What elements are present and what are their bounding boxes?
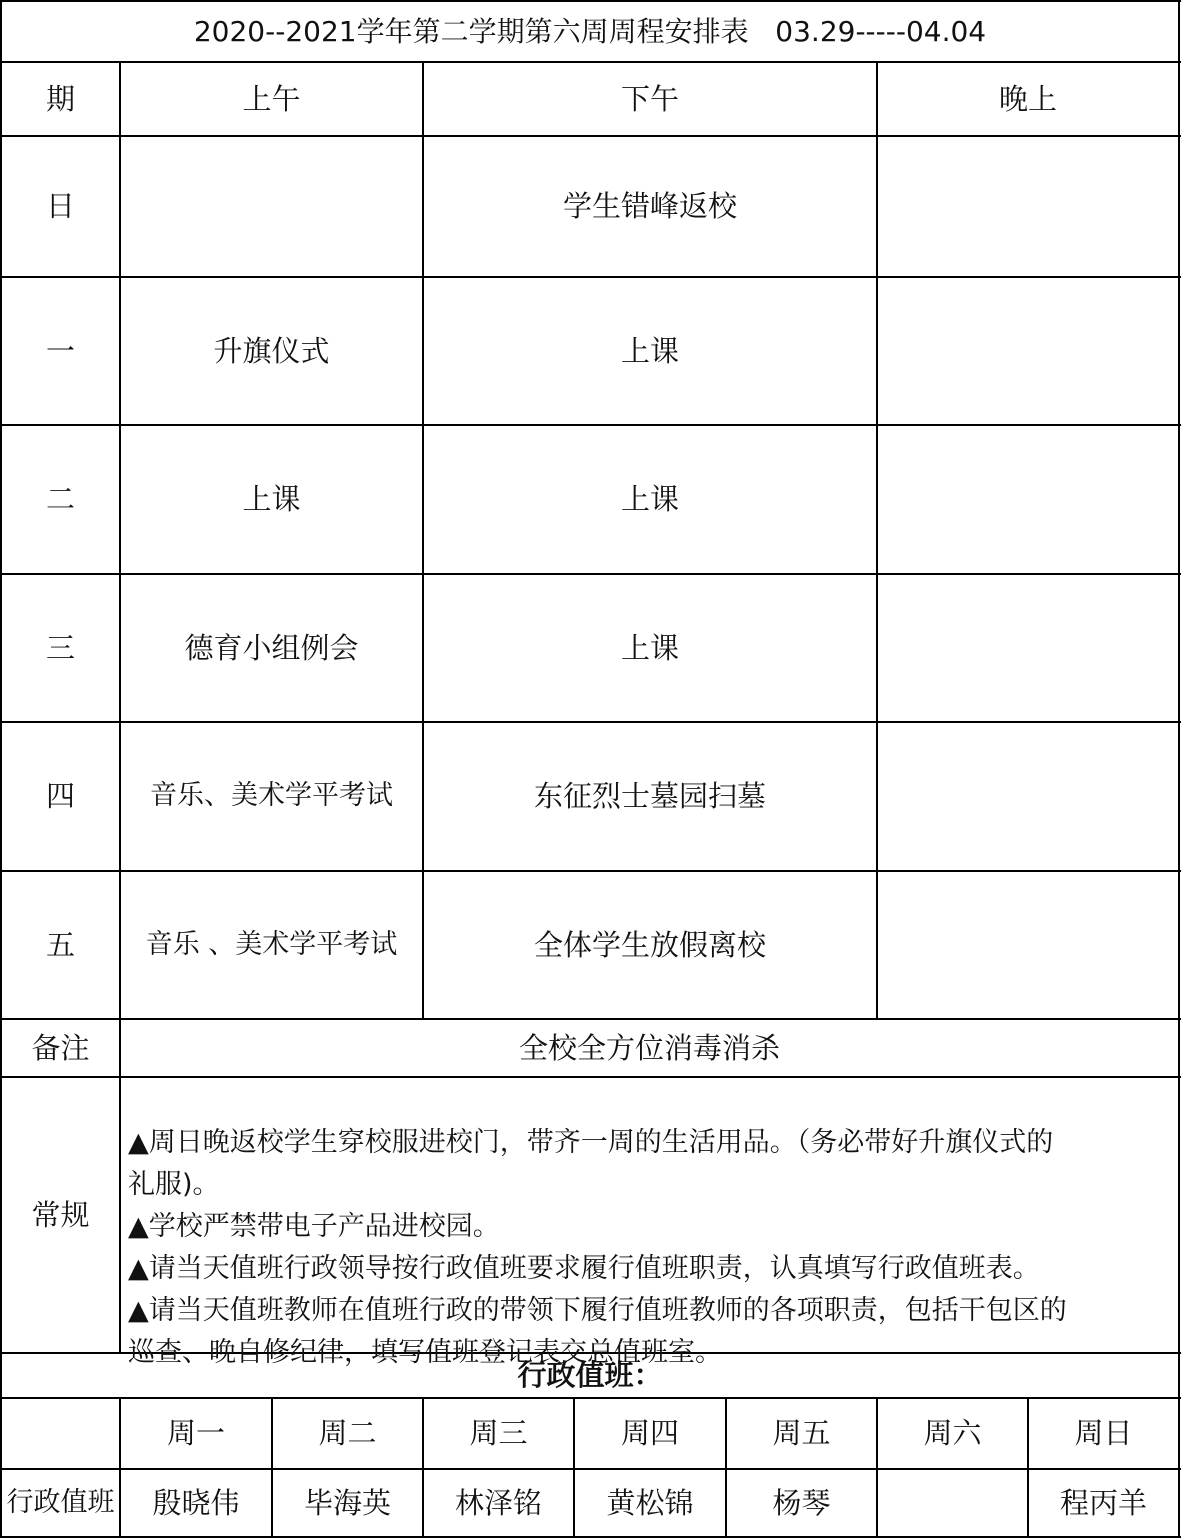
duty-day: 周二	[318, 1416, 377, 1451]
duty-day: 周日	[1074, 1416, 1133, 1451]
duty-day: 周四	[620, 1416, 679, 1451]
duty-day: 周一	[166, 1416, 225, 1451]
row-afternoon: 全体学生放假离校	[533, 927, 766, 962]
header-period: 期	[45, 81, 75, 116]
row-day: 一	[45, 333, 75, 368]
remarks-value: 全校全方位消毒消杀	[518, 1030, 780, 1065]
row-afternoon: 上课	[620, 630, 679, 665]
duty-day: 周三	[469, 1416, 528, 1451]
row-afternoon: 上课	[620, 333, 679, 368]
duty-day: 周六	[923, 1416, 982, 1451]
duty-section-title: 行政值班：	[517, 1358, 663, 1393]
row-morning: 升旗仪式	[213, 333, 330, 368]
row-evening	[878, 278, 1178, 424]
routine-label: 常规	[31, 1197, 90, 1232]
header-evening: 晚上	[998, 81, 1057, 116]
duty-name	[878, 1470, 1027, 1536]
row-evening	[878, 575, 1178, 721]
routine-line: 巡查、晚自修纪律，填写值班登记表交总值班室。	[128, 1337, 722, 1368]
row-morning: 音乐 、美术学平考试	[145, 928, 398, 960]
routine-notes	[126, 1080, 1174, 1368]
routine-line: 礼服)。	[128, 1169, 220, 1200]
routine-line: ▲周日晚返校学生穿校服进校门，带齐一周的生活用品。（务必带好升旗仪式的	[128, 1127, 1054, 1158]
row-afternoon: 学生错峰返校	[562, 189, 737, 224]
row-afternoon: 东征烈士墓园扫墓	[533, 779, 766, 814]
duty-name: 毕海英	[303, 1485, 391, 1520]
remarks-label: 备注	[31, 1030, 90, 1065]
routine-line: ▲请当天值班行政领导按行政值班要求履行值班职责，认真填写行政值班表。	[128, 1253, 1040, 1284]
row-morning: 音乐、美术学平考试	[150, 780, 393, 812]
schedule-title: 2020--2021学年第二学期第六周周程安排表 03.29-----04.04	[193, 14, 987, 48]
duty-name: 殷晓伟	[152, 1485, 240, 1520]
duty-row-label: 行政值班	[6, 1486, 115, 1518]
row-day: 三	[45, 630, 75, 665]
duty-name: 程丙羊	[1059, 1485, 1147, 1520]
duty-day: 周五	[772, 1416, 831, 1451]
row-morning: 上课	[242, 482, 301, 517]
header-morning: 上午	[242, 81, 301, 116]
row-day: 日	[45, 189, 75, 224]
routine-line: ▲请当天值班教师在值班行政的带领下履行值班教师的各项职责，包括干包区的	[128, 1295, 1067, 1326]
routine-line: ▲学校严禁带电子产品进校园。	[128, 1211, 500, 1242]
row-evening	[878, 426, 1178, 573]
duty-name: 林泽铭	[454, 1485, 542, 1520]
row-day: 二	[45, 482, 75, 517]
duty-name: 杨琴	[772, 1485, 831, 1520]
header-afternoon: 下午	[620, 81, 679, 116]
row-morning	[121, 137, 422, 276]
row-morning: 德育小组例会	[184, 630, 359, 665]
row-day: 四	[45, 779, 75, 814]
row-day: 五	[45, 927, 75, 962]
row-afternoon: 上课	[620, 482, 679, 517]
row-evening	[878, 137, 1178, 276]
row-evening	[878, 872, 1178, 1018]
duty-name: 黄松锦	[606, 1485, 694, 1520]
row-evening	[878, 723, 1178, 870]
